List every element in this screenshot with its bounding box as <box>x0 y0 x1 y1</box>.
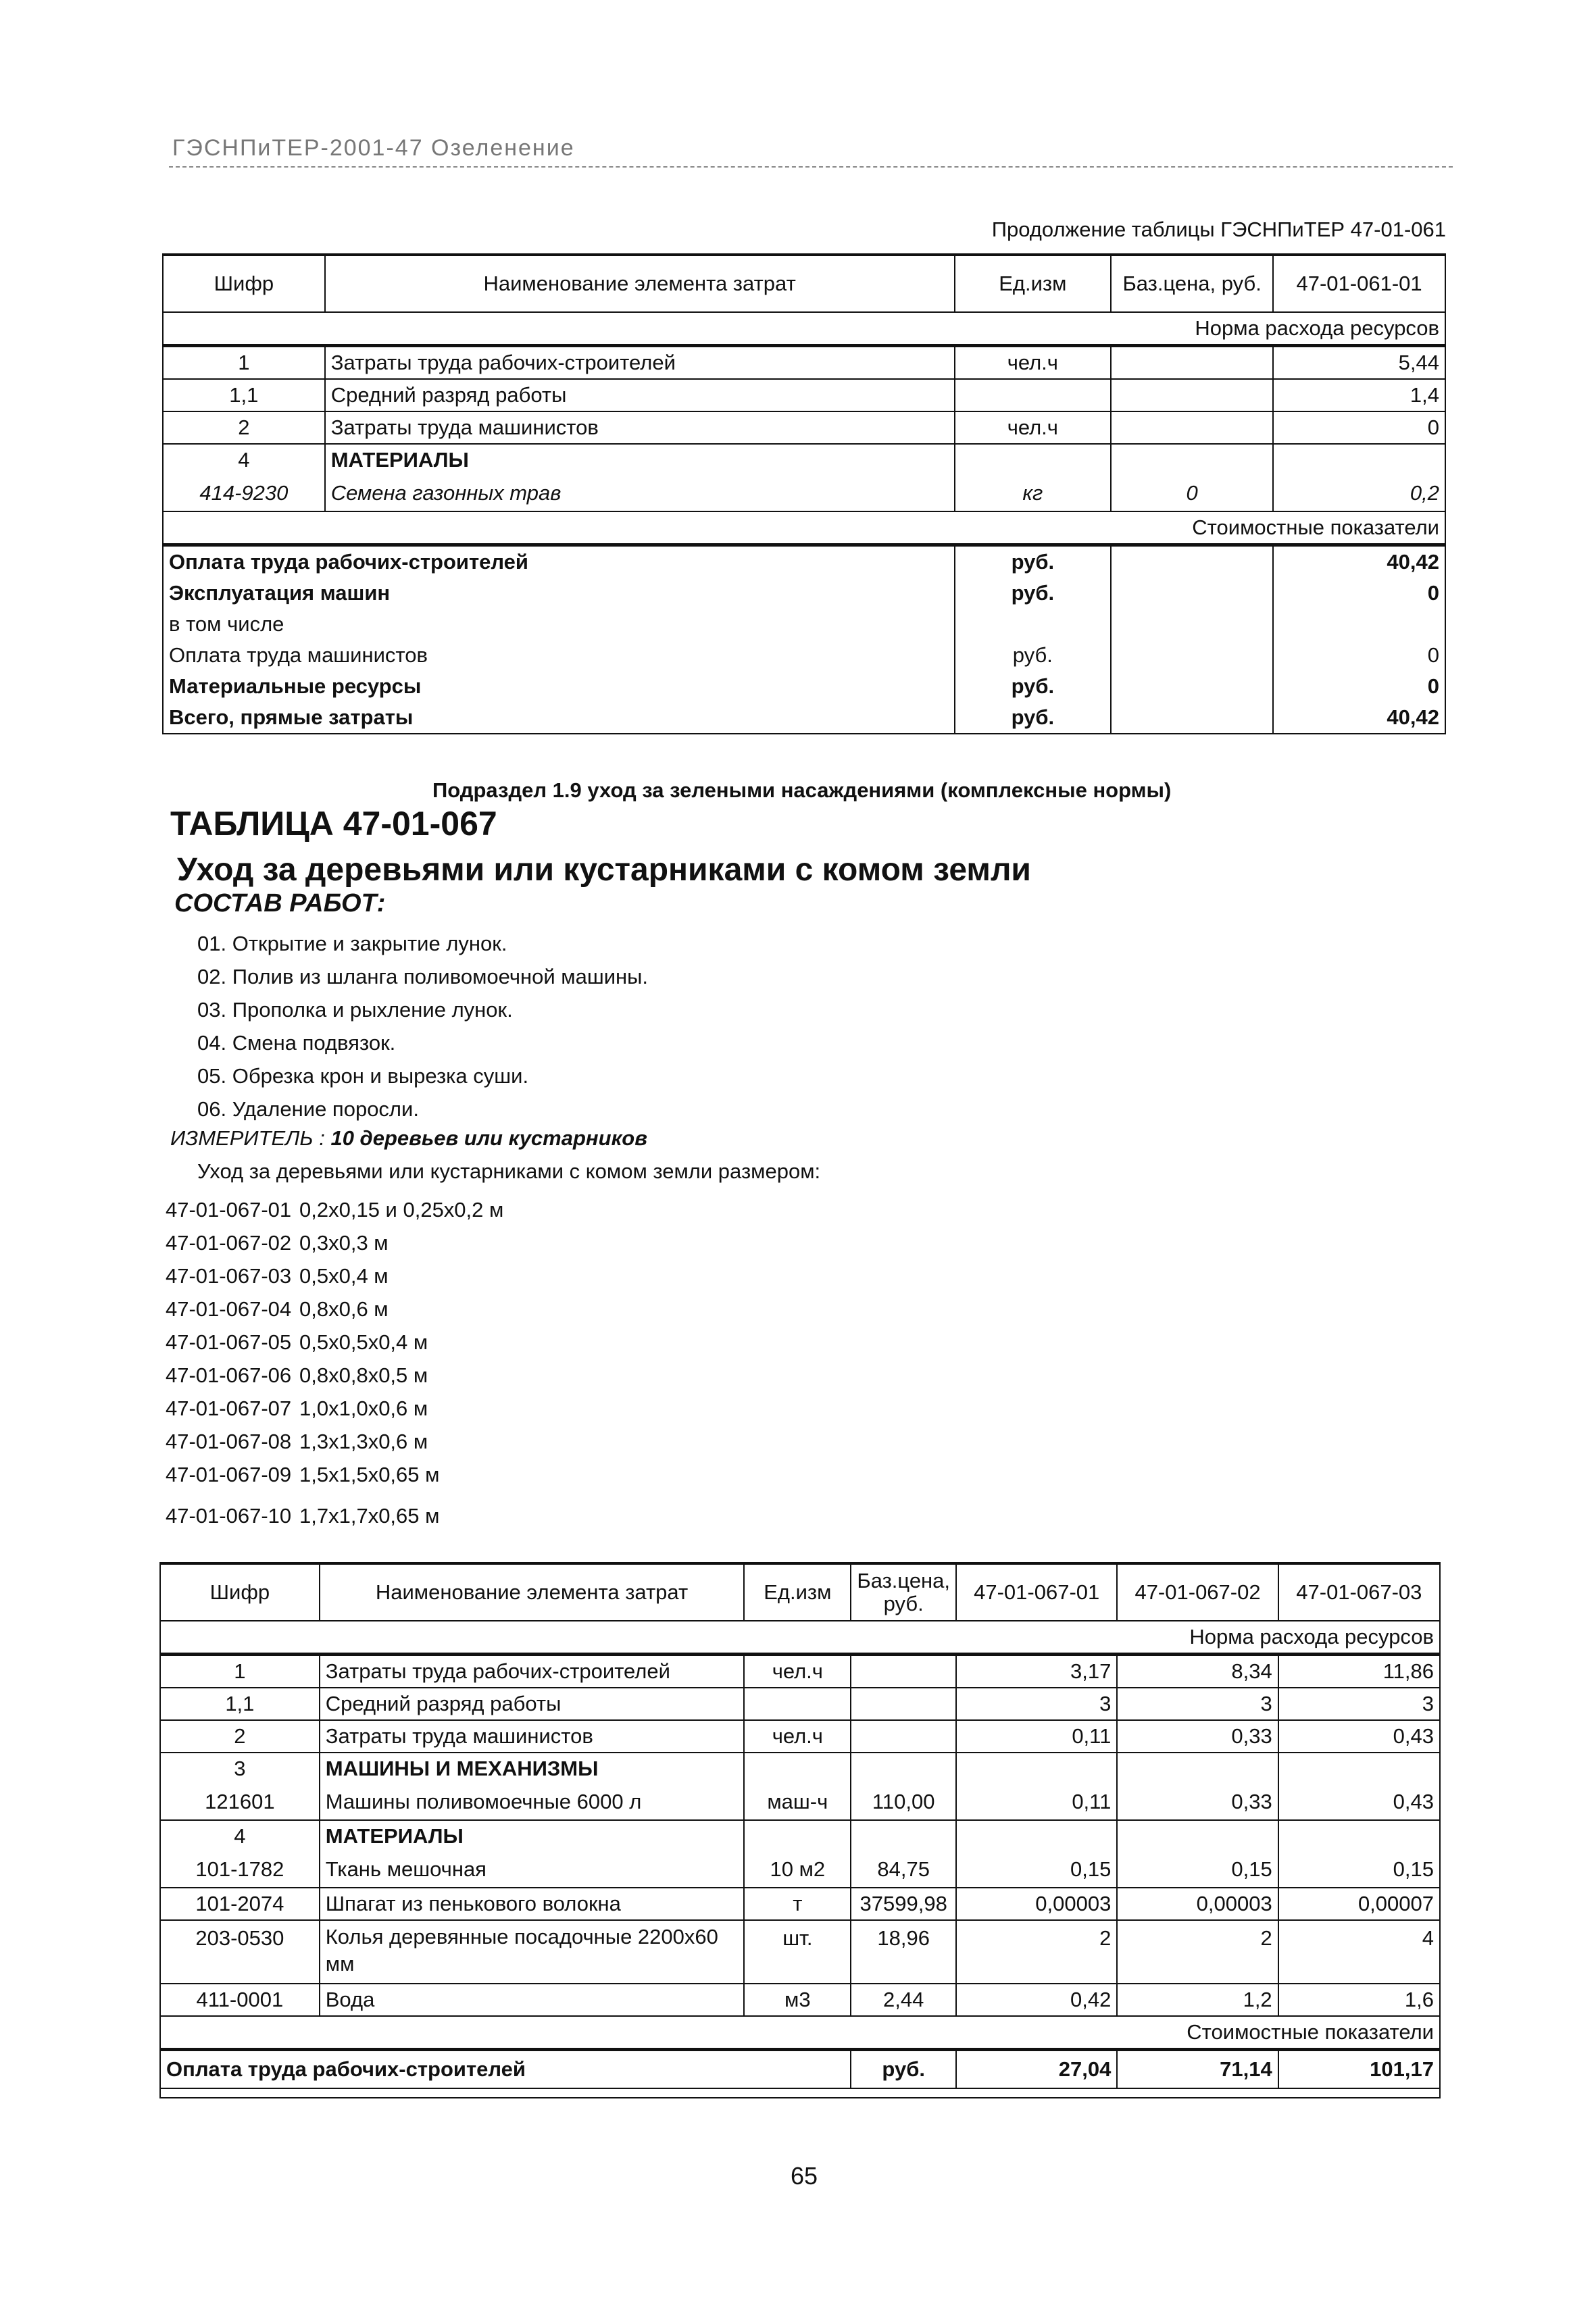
table-row: Оплата труда рабочих-строителей руб. 40,42 <box>163 545 1445 578</box>
table-row: Оплата труда машинистов руб. 0 <box>163 640 1445 671</box>
table-row: Эксплуатация машин руб. 0 <box>163 578 1445 609</box>
resource-table-061 <box>162 253 1446 734</box>
page-number: 65 <box>791 2162 818 2190</box>
list-item: 47-01-067-03 0,5х0,4 м <box>166 1264 389 1288</box>
measure-value: 10 деревьев или кустарников <box>330 1126 647 1150</box>
table-row: 203-0530 Колья деревянные посадочные 2200х60 мм шт. 18,96 2 2 4 <box>160 1920 1440 1984</box>
table-title: ТАБЛИЦА 47-01-067 <box>170 805 497 842</box>
table-row: 101-2074 Шпагат из пенькового волокна т 37599,98 0,00003 0,00003 0,00007 <box>160 1888 1440 1920</box>
list-item: 47-01-067-05 0,5х0,5х0,4 м <box>166 1330 428 1354</box>
list-item: 47-01-067-02 0,3х0,3 м <box>166 1231 389 1255</box>
table-row: 2 Затраты труда машинистов чел.ч 0 <box>163 411 1445 444</box>
header-rule <box>169 166 1453 168</box>
table-row: 411-0001 Вода м3 2,44 0,42 1,2 1,6 <box>160 1984 1440 2016</box>
table-row: Всего, прямые затраты руб. 40,42 <box>163 702 1445 734</box>
item-name-cont: мм <box>325 1952 355 1976</box>
table-row: 3 МАШИНЫ И МЕХАНИЗМЫ <box>160 1753 1440 1784</box>
work-composition-label: СОСТАВ РАБОТ: <box>174 889 386 917</box>
cost-label: Стоимостные показатели <box>160 2016 1440 2050</box>
col-norm-01: 47-01-067-01 <box>956 1563 1117 1621</box>
list-item: 47-01-067-09 1,5х1,5х0,65 м <box>166 1463 440 1486</box>
col-unit: Ед.изм <box>744 1563 851 1621</box>
continuation-caption: Продолжение таблицы ГЭСНПиТЕР 47-01-061 <box>991 218 1446 241</box>
subsection-heading: Подраздел 1.9 уход за зелеными насаждениями (комплексные нормы) <box>432 778 1172 802</box>
list-item: 47-01-067-01 0,2х0,15 и 0,25х0,2 м <box>166 1198 504 1222</box>
list-item: 05. Обрезка крон и вырезка суши. <box>197 1064 529 1088</box>
list-item: 06. Удаление поросли. <box>197 1097 419 1121</box>
list-item: 02. Полив из шланга поливомоечной машины. <box>197 965 649 988</box>
list-item: 01. Открытие и закрытие лунок. <box>197 932 507 955</box>
table-row: 4 МАТЕРИАЛЫ <box>160 1820 1440 1852</box>
col-norm-02: 47-01-067-02 <box>1117 1563 1278 1621</box>
table-row: 2 Затраты труда машинистов чел.ч 0,11 0,33 0,43 <box>160 1720 1440 1753</box>
list-item: 47-01-067-04 0,8х0,6 м <box>166 1297 389 1321</box>
col-norm-03: 47-01-067-03 <box>1278 1563 1440 1621</box>
col-name: Наименование элемента затрат <box>320 1563 745 1621</box>
norm-label: Норма расхода ресурсов <box>160 1621 1440 1655</box>
table-row: 121601 Машины поливомоечные 6000 л маш-ч 110,00 0,11 0,33 0,43 <box>160 1784 1440 1820</box>
col-price: Баз.цена, руб. <box>851 1563 956 1621</box>
table-row: 1 Затраты труда рабочих-строителей чел.ч 5,44 <box>163 346 1445 380</box>
list-item: 47-01-067-08 1,3х1,3х0,6 м <box>166 1430 428 1453</box>
list-item: 04. Смена подвязок. <box>197 1031 396 1055</box>
col-price: Баз.цена, руб. <box>1111 255 1273 312</box>
table-row: в том числе <box>163 609 1445 640</box>
table-row: 1,1 Средний разряд работы 1,4 <box>163 379 1445 411</box>
norm-label: Норма расхода ресурсов <box>163 312 1445 346</box>
operations-list <box>197 927 648 1126</box>
col-unit: Ед.изм <box>955 255 1112 312</box>
table-row: Оплата труда рабочих-строителей руб. 27,04 71,14 101,17 <box>160 2050 1440 2089</box>
list-item: 47-01-067-10 1,7х1,7х0,65 м <box>166 1504 440 1528</box>
table-row: 414-9230 Семена газонных трав кг 0 0,2 <box>163 476 1445 511</box>
work-title: Уход за деревьями или кустарниками с комом земли <box>177 852 1031 888</box>
col-norm-01: 47-01-061-01 <box>1273 255 1445 312</box>
sizes-intro: Уход за деревьями или кустарниками с комом земли размером: <box>197 1159 821 1183</box>
list-item: 47-01-067-06 0,8х0,8х0,5 м <box>166 1363 428 1387</box>
codes-list <box>166 1193 503 1532</box>
table-row: 1,1 Средний разряд работы 3 3 3 <box>160 1688 1440 1720</box>
col-code: Шифр <box>160 1563 320 1621</box>
table-row: 4 МАТЕРИАЛЫ <box>163 444 1445 476</box>
list-item: 03. Прополка и рыхление лунок. <box>197 998 513 1022</box>
running-header: ГЭСНПиТЕР-2001-47 Озеленение <box>172 135 575 161</box>
measure-label: ИЗМЕРИТЕЛЬ : <box>170 1126 325 1150</box>
item-name: Колья деревянные посадочные 2200х60 <box>325 1925 718 1948</box>
resource-table-067 <box>159 1562 1441 2098</box>
list-item: 47-01-067-07 1,0х1,0х0,6 м <box>166 1397 428 1420</box>
measure-line <box>170 1126 647 1151</box>
cost-label: Стоимостные показатели <box>163 511 1445 545</box>
table-row: 101-1782 Ткань мешочная 10 м2 84,75 0,15 0,15 0,15 <box>160 1852 1440 1888</box>
col-code: Шифр <box>163 255 325 312</box>
table-row: 1 Затраты труда рабочих-строителей чел.ч 3,17 8,34 11,86 <box>160 1655 1440 1688</box>
col-name: Наименование элемента затрат <box>325 255 955 312</box>
table-row: Материальные ресурсы руб. 0 <box>163 671 1445 702</box>
